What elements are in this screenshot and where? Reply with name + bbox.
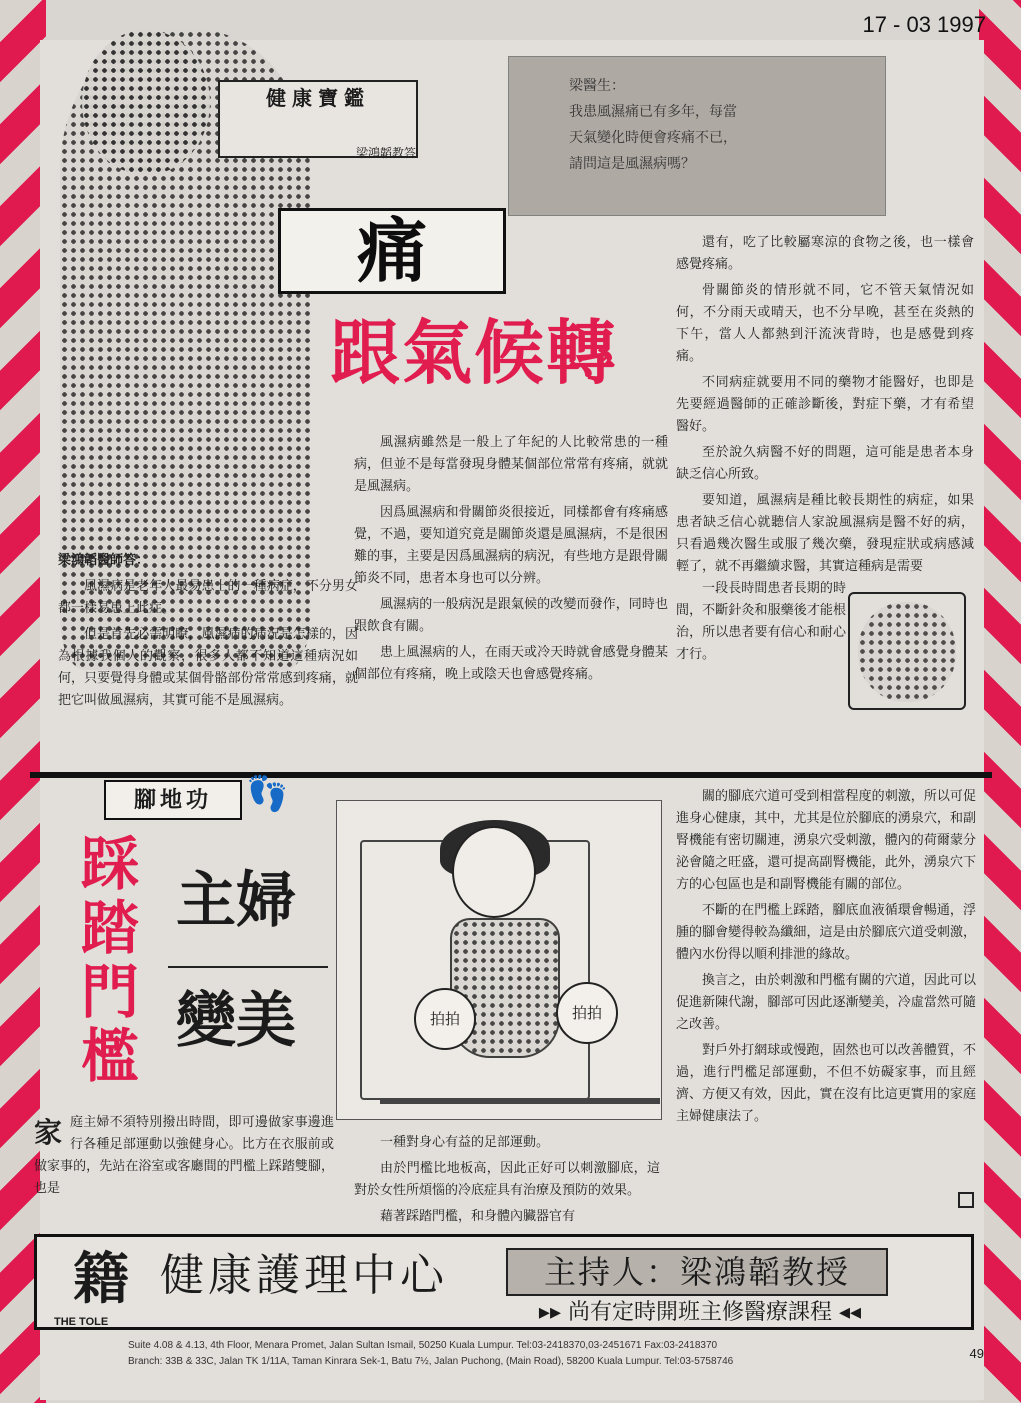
- address-line: Suite 4.08 & 4.13, 4th Floor, Menara Promet, Jalan Sultan Ismail, 50250 Kuala Lumpur. Tel:03-2418370,03-2451671 Fax:03-2418370: [128, 1340, 718, 1351]
- paragraph: 由於門檻比地板高，因此正好可以刺激腳底，這對於女性所煩惱的冷底症具有治療及預防的效果。: [354, 1161, 660, 1198]
- paragraph: 一種對身心有益的足部運動。: [380, 1135, 550, 1150]
- footprint-icon: 👣: [246, 774, 289, 814]
- paragraph: 還有，吃了比較屬寒涼的食物之後，也一樣會感覺疼痛。: [676, 235, 974, 272]
- column-title: 健康寶鑑: [266, 86, 370, 110]
- paragraph: 要知道，風濕病是種比較長期性的病症，如果患者缺乏信心就聽信人家說風濕病是醫不好的病，只看過幾次醫生或服了幾次藥，發現症狀或病感減輕了，就不再繼續求醫，其實這種病是需要: [676, 493, 974, 574]
- paragraph: 對戶外打網球或慢跑，固然也可以改善體質，不過，進行門檻足部運動，不但不妨礙家事，而且經濟、方便又有效，因此，實在沒有比這更實用的家庭主婦健康法了。: [676, 1043, 976, 1124]
- headline-pain: 痛: [278, 208, 506, 294]
- paragraph: 風濕病是老年人最易患上的一種病症，不分男女都一樣易患上此症。: [58, 579, 358, 616]
- title-rule: [168, 966, 328, 968]
- article-small-column: [676, 578, 846, 728]
- paragraph: 骨關節炎的情形就不同，它不管天氣情況如何，不分雨天或晴天，也不分早晚，甚至在炎熱的下午，當人人都熱到汗流浹背時，也是感覺到疼痛。: [676, 283, 974, 364]
- paragraph: 不同病症就要用不同的藥物才能醫好，也即是先要經過醫師的正確診斷後，對症下藥，才有希望醫好。: [676, 375, 974, 434]
- paragraph: 藉著踩踏門檻，和身體內臟器官有: [380, 1209, 576, 1224]
- ad-course: ▸▸ 尚有定時開班主修醫療課程 ◂◂: [538, 1300, 862, 1325]
- paragraph: 風濕病的一般病況是跟氣候的改變而發作，同時也跟飲食有關。: [354, 597, 668, 634]
- date-stamp: 17 - 03 1997: [862, 12, 986, 37]
- headline-weather: 跟氣候轉: [330, 312, 618, 394]
- title-char: 踏: [80, 894, 139, 962]
- paragraph: 換言之，由於刺激和門檻有關的穴道，因此可以促進新陳代謝，腳部可因此逐漸變美，冷虛當然可隨之改善。: [676, 973, 976, 1032]
- reader-letter: [508, 56, 886, 216]
- title-char: 檻: [80, 1022, 139, 1090]
- paragraph: 庭主婦不須特別撥出時間，即可邊做家事邊進行各種足部運動以強健身心。比方在衣服前或做家事的，先站在浴室或客廳間的門檻上踩踏雙腳，也是: [34, 1115, 334, 1196]
- paragraph: 關的腳底穴道可受到相當程度的刺激，所以可促進身心健康，其中，尤其是位於腳底的湧泉穴，和副腎機能有密切關連，湧泉穴受刺激，體內的荷爾蒙分泌會隨之旺盛，還可提高副腎機能，此外，湧泉穴下方的心包區也是和副腎機能有關的部位。: [676, 789, 976, 892]
- title-char: 門: [80, 958, 139, 1026]
- speech-bubble: 拍拍: [414, 988, 476, 1050]
- article2-left-column: [34, 1112, 334, 1212]
- ad-address: [128, 1338, 928, 1374]
- drop-cap: 家: [34, 1116, 63, 1149]
- ad-host: 主持人：梁鴻韜教授: [506, 1248, 888, 1296]
- paragraph: 至於說久病醫不好的問題，這可能是患者本身缺乏信心所致。: [676, 445, 974, 482]
- letter-line: 天氣變化時便會疼痛不已，: [569, 130, 737, 146]
- cartoon-lady-head: [452, 826, 536, 918]
- paragraph: 一段長時間患者長期的時間，不斷針灸和服藥後才能根治，所以患者要有信心和耐心才行。: [676, 581, 846, 662]
- section-label: 腳地功: [104, 780, 242, 820]
- title-beautiful: 變美: [176, 986, 296, 1056]
- letter-salutation: 梁醫生：: [569, 78, 625, 94]
- cartoon-threshold: [380, 1098, 660, 1104]
- article2-right-column: [676, 786, 976, 1196]
- letter-line: 請問這是風濕病嗎？: [569, 156, 695, 172]
- red-vertical-title: [50, 830, 170, 1090]
- article-middle-column: [354, 432, 668, 747]
- paragraph: 不斷的在門檻上踩踏，腳底血液循環會暢通，浮腫的腳會變得較為纖細，這是由於腳底穴道受刺激，體內水份得以順利排泄的緣故。: [676, 903, 976, 962]
- page-number: 49: [969, 1346, 984, 1361]
- paragraph: 因爲風濕病和骨關節炎很接近，同樣都會有疼痛感覺，不過，要知道究竟是關節炎還是風濕病，不是很困難的事，主要是因爲風濕病的病況，有些地方是跟骨關節炎不同，患者本身也可以分辨。: [354, 505, 668, 586]
- paragraph: 但是首先必需明瞭，風濕病的病況是怎樣的，因為根據我個人的觀察，很多人都不知道這種病況如何，只要覺得身體或某個骨骼部份常常感到疼痛，就把它叫做風濕病，其實可能不是風濕病。: [58, 627, 358, 708]
- logo-text: THE TOLE: [54, 1316, 109, 1328]
- doctor-head-photo: [82, 30, 210, 175]
- address-line: Branch: 33B & 33C, Jalan TK 1/11A, Taman Kinrara Sek-1, Batu 7½, Jalan Puchong, (Main Road), 58200 Kuala Lumpur. Tel:03-5758746: [128, 1356, 734, 1367]
- author-line: 梁鴻韜醫師答：: [58, 553, 150, 568]
- airmail-stripe-right: [979, 0, 1021, 1403]
- title-char: 踩: [80, 830, 139, 898]
- section-divider: [30, 772, 992, 778]
- ad-center-name: 健康護理中心: [160, 1250, 448, 1301]
- speech-bubble: 拍拍: [556, 982, 618, 1044]
- cartoon-face: [858, 602, 956, 702]
- article-left-column: [58, 550, 358, 740]
- article2-middle-column: [354, 1132, 660, 1224]
- paragraph: 患上風濕病的人，在雨天或冷天時就會感覺身體某個部位有疼痛，晚上或陰天也會感覺疼痛。: [354, 645, 668, 682]
- paragraph: 風濕病雖然是一般上了年紀的人比較常患的一種病，但並不是每當發現身體某個部位常常有疼痛，就就是風濕病。: [354, 435, 668, 494]
- title-housewife: 主婦: [176, 866, 296, 936]
- column-byline: 梁鴻韜教答: [356, 146, 417, 160]
- letter-line: 我患風濕痛已有多年，每當: [569, 104, 737, 120]
- logo-icon: 籍: [73, 1246, 129, 1312]
- end-mark: [958, 1192, 974, 1208]
- article-right-column-cont: [676, 490, 974, 580]
